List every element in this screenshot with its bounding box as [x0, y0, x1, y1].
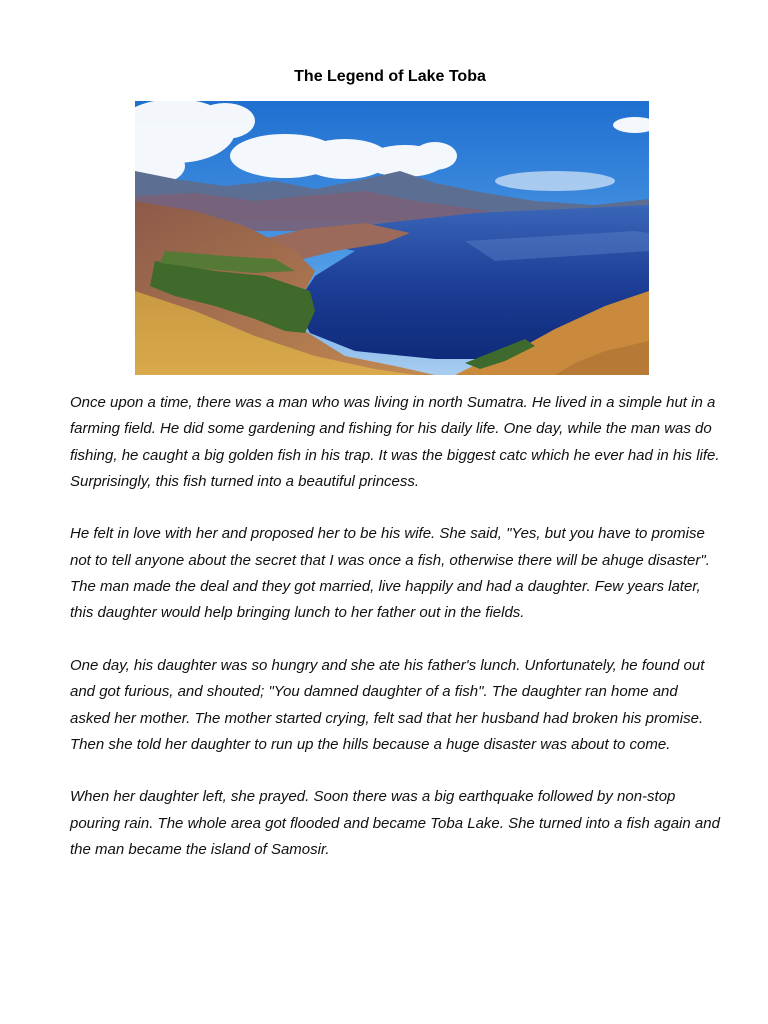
lake-toba-photo	[135, 101, 649, 375]
story-text	[70, 390, 720, 890]
document-title: The Legend of Lake Toba	[294, 68, 486, 85]
story-paragraph-3: One day, his daughter was so hungry and she ate his father's lunch. Unfortunately, he found out and got furious, and shouted; "You damned daughter of a fish". The daughter ran home and asked her mother. The mother started crying, felt sad that her husband had broken his promise. Then she told her daughter to run up the hills because a huge disaster was about to come.	[70, 656, 705, 753]
story-paragraph-2: He felt in love with her and proposed her to be his wife. She said, "Yes, but you have to promise not to tell anyone about the secret that I was once a fish, otherwise there will be ahuge disaster". The man made the deal and they got married, live happily and had a daughter. Few years later, this daughter would help bringing lunch to her father out in the fields.	[70, 525, 710, 622]
story-paragraph-1: Once upon a time, there was a man who was living in north Sumatra. He lived in a simple hut in a farming field. He did some gardening and fishing for his daily life. One day, while the man was do fishing, he caught a big golden fish in his trap. It was the biggest catc which he ever had in his life. Surprisingly, this fish turned into a beautiful princess.	[70, 394, 720, 490]
story-paragraph-4: When her daughter left, she prayed. Soon there was a big earthquake followed by non-stop pouring rain. The whole area got flooded and became Toba Lake. She turned into a fish again and the man became the island of Samosir.	[70, 788, 720, 859]
